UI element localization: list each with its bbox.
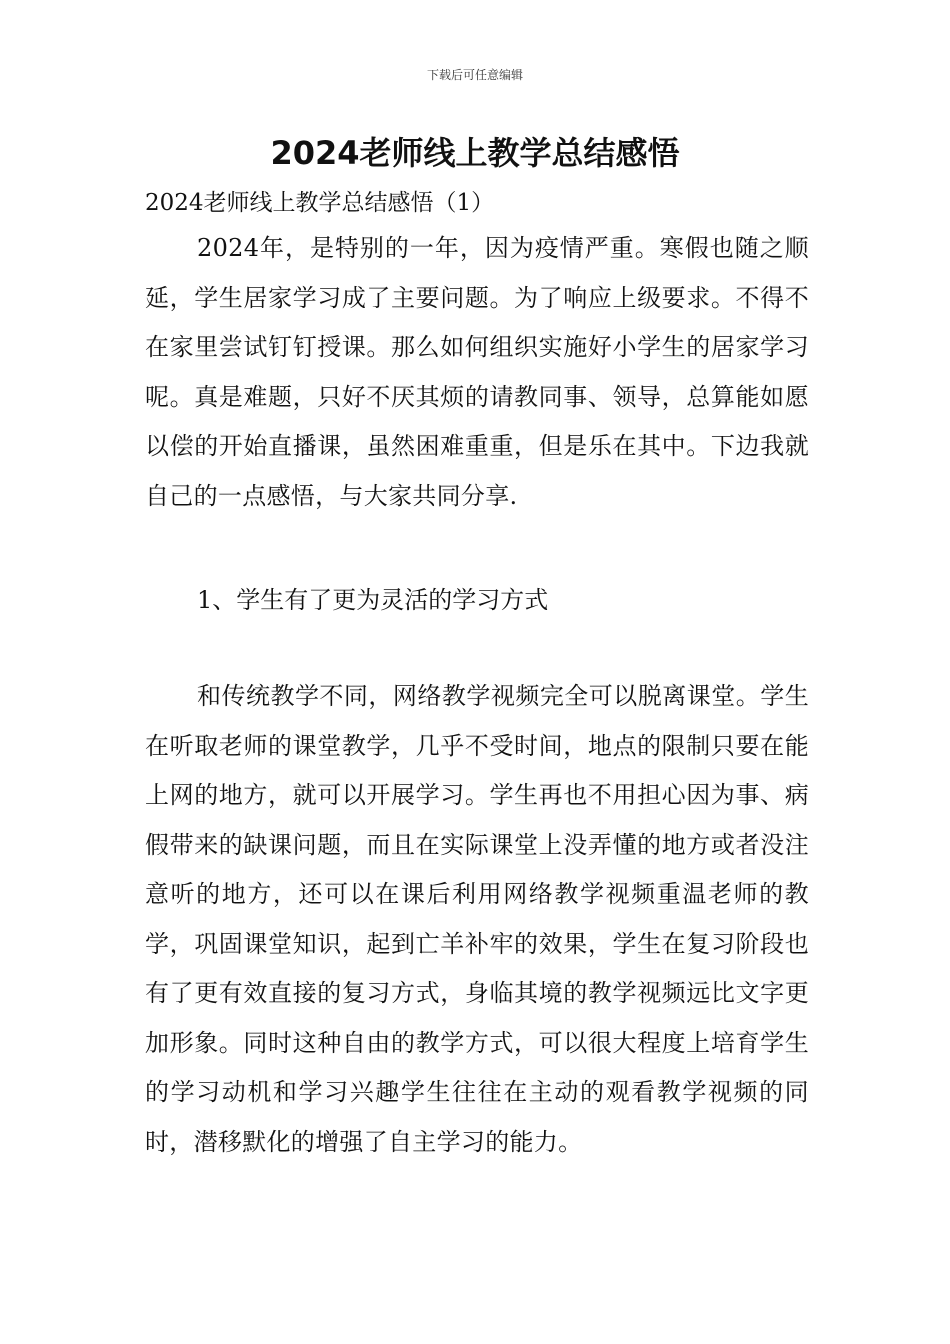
header-note: 下载后可任意编辑 — [426, 68, 523, 82]
section-heading: 1、学生有了更为灵活的学习方式 — [197, 586, 549, 614]
document-title: 2024老师线上教学总结感悟 — [270, 134, 680, 172]
paragraph-body: 和传统教学不同，网络教学视频完全可以脱离课堂。学生在听取老师的课堂教学，几乎不受时间，地点的限制只要在能上网的地方，就可以开展学习。学生再也不用担心因为事、病假带来的缺课问题，而且在实际课堂上没弄懂的地方或者没注意听的地方，还可以在课后利用网络教学视频重温老师的教学，巩固课堂知识，起到亡羊补牢的效果，学生在复习阶段也有了更有效直接的复习方式，身临其境的教学视频远比文字更加形象。同时这种自由的教学方式，可以很大程度上培育学生的学习动机和学习兴趣学生往往在主动的观看教学视频的同时，潜移默化的增强了自主学习的能力。 — [145, 682, 809, 1156]
paragraph-intro: 2024年，是特别的一年，因为疫情严重。寒假也随之顺延，学生居家学习成了主要问题。为了响应上级要求。不得不在家里尝试钉钉授课。那么如何组织实施好小学生的居家学习呢。真是难题，只好不厌其烦的请教同事、领导，总算能如愿以偿的开始直播课，虽然困难重重，但是乐在其中。下边我就自己的一点感悟，与大家共同分享. — [145, 234, 809, 510]
document-subtitle: 2024老师线上教学总结感悟（1） — [145, 190, 495, 216]
